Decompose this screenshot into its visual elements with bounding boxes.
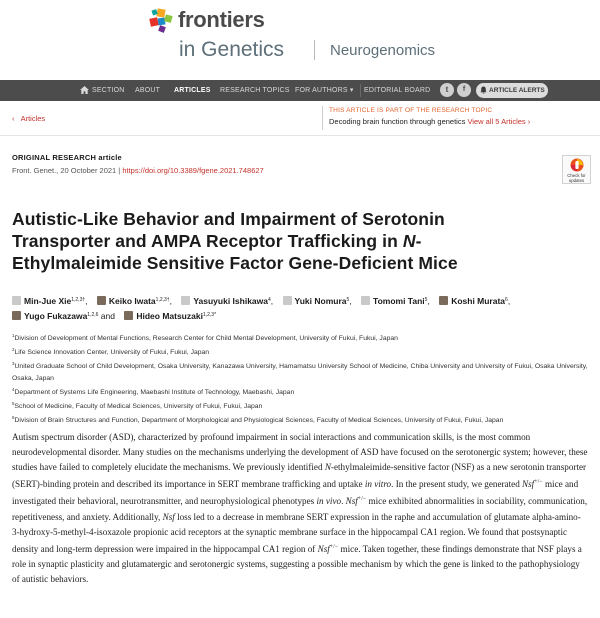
author-affiliation-sup: 1,2,3† [155,297,170,303]
author-separator: , [427,296,430,306]
abstract-text: . In the present study, we generated [391,479,523,490]
breadcrumb-articles[interactable] [12,114,45,123]
affiliation-text: School of Medicine, Faculty of Medical Sciences, University of Fukui, Fukui, Japan [14,403,263,411]
masthead-divider [314,40,315,60]
nav-divider [360,84,361,97]
frontiers-logo-icon[interactable] [148,6,176,34]
abstract-italic: in vivo [316,496,342,507]
doi-link[interactable]: https://doi.org/10.3389/fgene.2021.748627 [122,166,264,175]
author-name: Hideo Matsuzaki [136,311,203,321]
affiliation-number: 6 [12,415,15,421]
author-separator: , [169,296,172,306]
nav-for-authors[interactable] [295,80,354,101]
author-name: Yuki Nomura [294,296,347,306]
affiliation-item [12,358,590,383]
avatar [283,296,292,305]
abstract-text: mice. Taken together, these findings demonstrate that NSF plays a role in synaptic plasticity and glutamatergic and serotonergic systems, suggesting a possible mechanism by which the gene is linked to the pathophysiology of autistic behaviors. [12,543,582,584]
affiliation-text: Life Science Innovation Center, University of Fukui, Fukui, Japan [14,349,210,357]
author-separator: , [85,296,88,306]
author-affiliation-sup: 1,2,6 [87,312,99,318]
abstract-text: mice exhibited abnormalities in sociability, communication, repetitiveness, and anxiety. Additionally, [12,496,588,522]
nav-editorial-board[interactable]: EDITORIAL BOARD [364,87,431,94]
affiliation-number: 4 [12,386,15,392]
affiliation-list [12,330,590,426]
view-all-articles-link[interactable]: View all 5 Articles › [467,117,531,126]
author-item[interactable] [361,293,430,308]
title-italic-n: N [402,231,416,251]
title-hyphen: - [415,231,422,251]
header-divider [0,135,600,136]
author-name: Min-Jue Xie [24,296,72,306]
nav-section[interactable]: SECTION [92,87,125,94]
brand-wordmark[interactable]: frontiers [178,7,265,32]
avatar [97,296,106,305]
author-item[interactable] [12,308,115,323]
author-name: Koshi Murata [451,296,506,306]
avatar [361,296,370,305]
nav-articles[interactable]: ARTICLES [174,87,211,94]
affiliation-number: 2 [12,347,15,353]
affiliation-text: Division of Brain Structures and Function, Department of Morphological and Physiological Sciences, Faculty of Medical Sciences, University of Fukui, Fukui, Japan [14,417,504,425]
abstract-genotype-sup: +/− [329,543,339,550]
author-separator: and [98,311,115,321]
avatar [12,311,21,320]
abstract-gene-name: Nsf [522,479,535,490]
facebook-icon[interactable]: f [457,83,471,97]
nav-for-authors-label: FOR AUTHORS [295,87,348,94]
title-line-2: Transporter and AMPA Receptor Trafficking in [12,231,403,251]
abstract-italic: in vitro [364,479,392,490]
abstract-text: loss led to a decrease in membrane SERT expression in the raphe and accumulation of glutamate alpha-amino-3-hydroxy-5-methyl-4-isoxazole propionic acid receptors at the synaptic membrane surface in the hippocampal CA1 region. We found that postsynaptic density and long-term depression were impaired in the hippocampal CA1 region of [12,511,581,554]
author-item[interactable] [124,308,216,323]
chevron-down-icon: ▾ [349,87,354,94]
author-item[interactable] [283,293,352,308]
article-title [12,208,572,274]
affiliation-item [12,330,590,344]
abstract-genotype-sup: +/− [534,479,543,486]
home-icon[interactable] [80,86,89,94]
affiliation-item [12,398,590,412]
research-topic-box [322,106,588,130]
check-updates-label: Check for updates [567,173,586,183]
check-updates-icon [570,158,584,172]
breadcrumb-label: Articles [20,114,46,123]
avatar [439,296,448,305]
author-separator: , [349,296,352,306]
abstract-genotype-sup: +/− [357,496,367,503]
main-nav [0,80,600,101]
author-item[interactable] [439,293,510,308]
author-affiliation-sup: 5 [424,297,428,303]
research-topic-kicker: THIS ARTICLE IS PART OF THE RESEARCH TOPIC [329,107,493,114]
affiliation-item [12,344,590,358]
author-separator: , [270,296,274,306]
title-line-1: Autistic-Like Behavior and Impairment of Serotonin [12,209,445,229]
author-affiliation-sup: 1,2,3† [71,297,86,303]
nav-about[interactable]: ABOUT [135,87,161,94]
nav-research-topics[interactable]: RESEARCH TOPICS [220,87,290,94]
affiliation-item [12,412,590,426]
journal-name[interactable]: in Genetics [179,38,285,61]
research-topic-title[interactable]: Decoding brain function through genetics [329,117,466,126]
affiliation-number: 1 [12,333,15,338]
author-affiliation-sup: 4 [267,297,271,303]
author-item[interactable] [181,293,273,308]
author-name: Keiko Iwata [108,296,156,306]
author-separator: , [507,296,511,306]
author-item[interactable] [12,293,88,308]
abstract [12,430,588,587]
article-alerts-label: ARTICLE ALERTS [489,87,545,94]
author-name: Yasuyuki Ishikawa [193,296,268,306]
affiliation-text: Division of Development of Mental Functions, Research Center for Child Mental Development, University of Fukui, Fukui, Japan [14,335,398,342]
article-alerts-button[interactable] [476,83,548,98]
abstract-text: mice and investigated their behavioral, neurotransmitter, and neurophysiological phenotypes [12,479,579,507]
affiliation-item [12,384,590,398]
abstract-gene-name: Nsf [317,543,330,554]
author-list [12,293,590,323]
article-citation [12,166,264,175]
avatar [124,311,133,320]
affiliation-number: 3 [12,361,15,367]
affiliation-text: United Graduate School of Child Development, Osaka University, Kanazawa University, Hamamatsu University School of Medicine, Chiba University and University of Fukui, Osaka University, Osaka, Japan [12,363,588,382]
section-name[interactable]: Neurogenomics [330,42,436,59]
author-item[interactable] [97,293,172,308]
check-for-updates-badge[interactable] [562,155,591,184]
title-line-3: Ethylmaleimide Sensitive Factor Gene-Deficient Mice [12,253,458,273]
avatar [181,296,190,305]
bell-icon [480,86,487,94]
article-type: ORIGINAL RESEARCH article [12,153,122,162]
affiliation-number: 5 [12,401,15,407]
twitter-icon[interactable]: t [440,83,454,97]
avatar [12,296,21,305]
abstract-gene-name: Nsf [162,511,175,522]
author-affiliation-sup: 1,2,3* [202,312,217,318]
affiliation-text: Department of Systems Life Engineering, Maebashi Institute of Technology, Maebashi, Japan [14,388,295,396]
abstract-text: Autism spectrum disorder (ASD), characterized by profound impairment in social interactions and communication skills, is the most common neurodevelopmental disorder. Many studies on the mechanisms underlying the development of ASD have focused on the serotonergic system; however, these studies have failed to completely elucidate the mechanisms. We previously identified [12,432,588,473]
author-name: Tomomi Tani [373,296,425,306]
citation-text: Front. Genet., 20 October 2021 | [12,166,123,175]
abstract-text: . [341,496,346,507]
masthead [0,0,600,80]
back-arrow-icon: ‹ [12,114,15,123]
abstract-text: -ethylmaleimide-sensitive factor (NSF) as a new serotonin transporter (SERT)-binding protein and described its importance in SERT membrane trafficking and uptake [12,462,587,490]
author-affiliation-sup: 5 [346,297,350,303]
author-affiliation-sup: 6 [505,297,508,303]
author-name: Yugo Fukazawa [24,311,88,321]
research-topic-line [329,116,588,127]
abstract-gene-name: Nsf [345,496,358,507]
abstract-italic: N [324,462,331,473]
